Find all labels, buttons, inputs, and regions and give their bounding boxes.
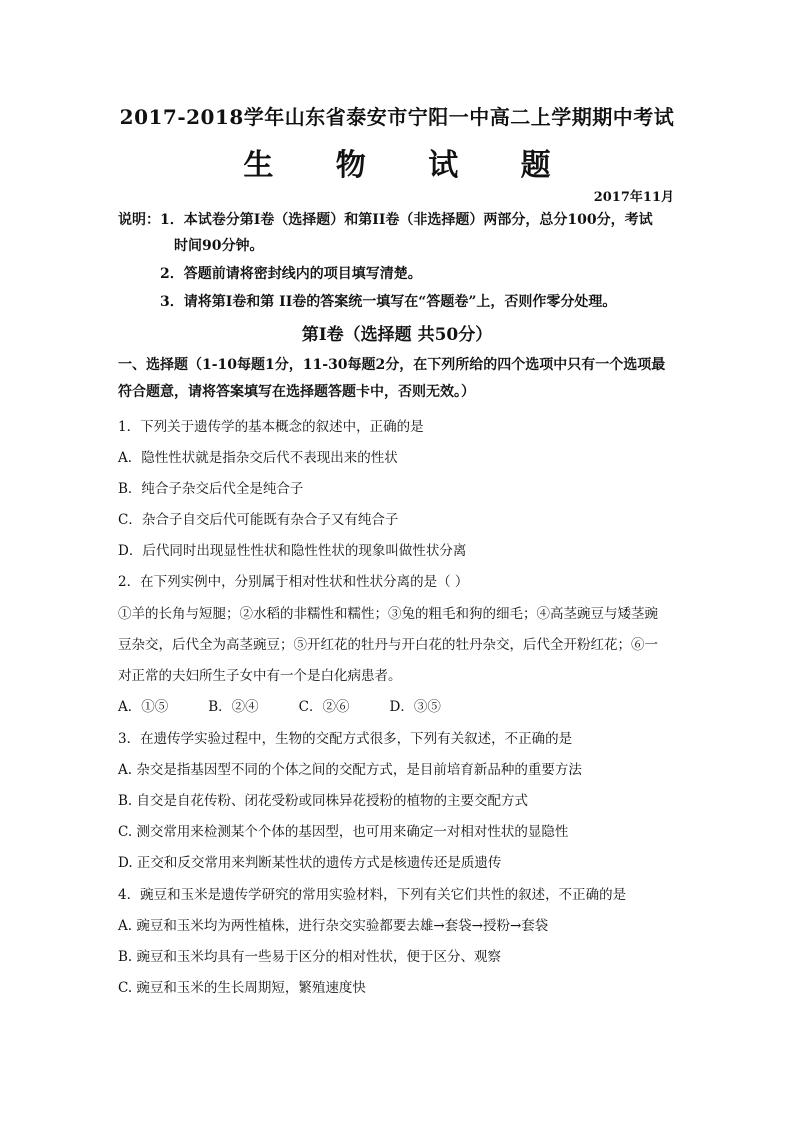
q2-option-b: B．②④ (208, 699, 259, 715)
q1-option-c: C．杂合子自交后代可能既有杂合子又有纯合子 (118, 512, 399, 528)
note-item-1: 1．本试卷分第Ⅰ卷（选择题）和第II卷（非选择题）两部分，总分100分，考试 (160, 212, 653, 228)
note-item-3: 3．请将第Ⅰ卷和第 II卷的答案统一填写在“答题卷”上，否则作零分处理。 (160, 294, 617, 310)
q2-line-1: ①羊的长角与短腿；②水稻的非糯性和糯性；③兔的粗毛和狗的细毛；④高茎豌豆与矮茎豌 (118, 606, 658, 622)
q3-option-b: B. 自交是自花传粉、闭花受粉或同株异花授粉的植物的主要交配方式 (118, 793, 529, 809)
exam-date: 2017年11月 (593, 190, 674, 205)
q1-option-a: A．隐性性状就是指杂交后代不表现出来的性状 (118, 450, 398, 466)
q4-option-c: C. 豌豆和玉米的生长周期短，繁殖速度快 (118, 980, 366, 996)
q2-line-2: 豆杂交，后代全为高茎豌豆；⑤开红花的牡丹与开白花的牡丹杂交，后代全开粉红花；⑥一 (118, 637, 658, 653)
section-instructions (118, 352, 678, 406)
q2-option-a: A．①⑤ (118, 699, 169, 715)
q3-option-d: D. 正交和反交常用来判断某性状的遗传方式是核遗传还是质遗传 (118, 855, 502, 871)
q2-line-3: 对正常的夫妇所生子女中有一个是白化病患者。 (118, 668, 402, 684)
q4-stem: 4．豌豆和玉米是遗传学研究的常用实验材料，下列有关它们共性的叙述，不正确的是 (118, 887, 627, 903)
q2-option-c: C．②⑥ (298, 699, 350, 715)
q4-option-b: B. 豌豆和玉米均具有一些易于区分的相对性状，便于区分、观察 (118, 949, 502, 965)
section-line-1: 一、选择题（1-10每题1分，11-30每题2分，在下列所给的四个选项中只有一个选项最 (118, 357, 666, 373)
q1-option-b: B．纯合子杂交后代全是纯合子 (118, 481, 304, 497)
q2-options (118, 694, 678, 721)
q3-stem: 3．在遗传学实验过程中，生物的交配方式很多，下列有关叙述，不正确的是 (118, 731, 573, 747)
exam-title: 2017-2018学年山东省泰安市宁阳一中高二上学期期中考试 (119, 105, 675, 129)
q4-option-a: A. 豌豆和玉米均为两性植株，进行杂交实验都要去雄→套袋→授粉→套袋 (118, 918, 549, 934)
q2-option-d: D．③⑤ (389, 699, 441, 715)
subject-title: 生 物 试 题 (243, 148, 577, 183)
section-line-2: 符合题意，请将答案填写在选择题答题卡中，否则无效。） (118, 384, 475, 400)
note-label: 说明： (118, 212, 160, 228)
note-line-1 (118, 207, 678, 233)
q3-option-a: A. 杂交是指基因型不同的个体之间的交配方式，是目前培育新品种的重要方法 (118, 762, 582, 778)
q2-stem: 2．在下列实例中，分别属于相对性状和性状分离的是（ ） (118, 574, 469, 590)
part1-title: 第Ⅰ卷（选择题 共50分） (301, 325, 493, 345)
q3-option-c: C. 测交常用来检测某个个体的基因型，也可用来确定一对相对性状的显隐性 (118, 824, 569, 840)
note-item-2: 2．答题前请将密封线内的项目填写清楚。 (160, 266, 422, 282)
q1-stem: 1．下列关于遗传学的基本概念的叙述中，正确的是 (118, 419, 424, 435)
note-line-2: 时间90分钟。 (174, 238, 264, 254)
q1-option-d: D．后代同时出现显性性状和隐性性状的现象叫做性状分离 (118, 543, 467, 559)
